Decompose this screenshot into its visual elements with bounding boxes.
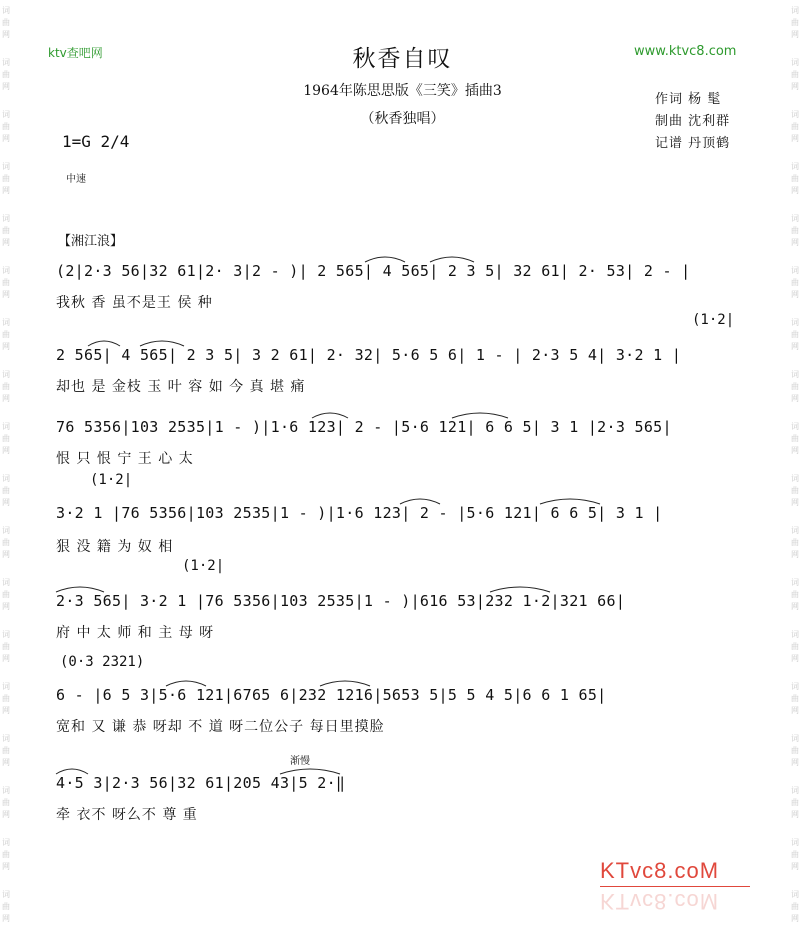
slur (320, 681, 370, 686)
watermark-char: 网 (791, 550, 799, 559)
watermark-char: 网 (2, 498, 10, 507)
watermark-char: 网 (2, 654, 10, 663)
slur (540, 499, 600, 504)
key-signature: 1=G 2/4 (62, 132, 130, 151)
watermark-char: 网 (791, 134, 799, 143)
watermark-char: 网 (2, 238, 10, 247)
lyrics-line-2: 却也 是 金枝 玉 叶 容 如 今 真 堪 痛 (56, 379, 306, 395)
watermark-char: 词 (791, 734, 799, 743)
watermark-char: 网 (791, 30, 799, 39)
watermark-char: 词 (791, 318, 799, 327)
watermark-char: 词 (791, 214, 799, 223)
watermark-char: 网 (791, 862, 799, 871)
watermark-char: 词 (791, 422, 799, 431)
logo-text: KTvc8.coM (600, 858, 720, 883)
watermark-char: 网 (2, 394, 10, 403)
logo-reflection: KTvc8.coM (600, 889, 720, 914)
song-subtitle: 1964年陈思思版《三笑》插曲3 (303, 83, 502, 99)
watermark-char: 网 (791, 446, 799, 455)
watermark-char: 网 (791, 654, 799, 663)
watermark-char: 曲 (2, 486, 10, 495)
watermark-char: 词 (791, 630, 799, 639)
watermark-char: 词 (2, 474, 10, 483)
slur (56, 769, 88, 774)
watermark-char: 曲 (791, 226, 799, 235)
watermark-char: 词 (2, 422, 10, 431)
watermark-char: 网 (791, 602, 799, 611)
section-label: 【湘江浪】 (58, 234, 124, 249)
notation-line-5: 2·3 565| 3·2 1 |76 5356|103 2535|1 - )|616 53|232 1·2|321 66| (56, 592, 626, 610)
watermark-char: 词 (2, 682, 10, 691)
singer-note: （秋香独唱） (360, 111, 445, 127)
watermark-char: 网 (2, 186, 10, 195)
watermark-char: 网 (791, 706, 799, 715)
intro-mark-2: (1·2| (692, 312, 735, 328)
watermark-char: 词 (791, 890, 799, 899)
lyrics-line-6: 宽和 又 谦 恭 呀却 不 道 呀二位公子 每日里摸脸 (56, 719, 385, 735)
watermark-char: 词 (2, 110, 10, 119)
watermark-char: 曲 (791, 746, 799, 755)
notation-line-2: 2 565| 4 565| 2 3 5| 3 2 61| 2· 32| 5·6 5 6| 1 - | 2·3 5 4| 3·2 1 | (56, 346, 682, 364)
watermark-char: 网 (791, 290, 799, 299)
watermark-char: 词 (2, 786, 10, 795)
watermark-char: 曲 (791, 434, 799, 443)
watermark-char: 曲 (2, 122, 10, 131)
watermark-char: 词 (2, 6, 10, 15)
watermark-char: 曲 (791, 798, 799, 807)
watermark-char: 词 (791, 526, 799, 535)
watermark-char: 曲 (2, 70, 10, 79)
slur (280, 769, 340, 774)
lyrics-line-1: 我秋 香 虽不是王 侯 种 (56, 295, 213, 311)
watermark-char: 曲 (2, 746, 10, 755)
watermark-char: 网 (2, 550, 10, 559)
slur (166, 681, 206, 686)
watermark-char: 词 (2, 318, 10, 327)
slur (140, 341, 184, 346)
watermark-char: 网 (2, 446, 10, 455)
watermark-char: 曲 (2, 590, 10, 599)
watermark-char: 网 (791, 394, 799, 403)
watermark-char: 曲 (791, 70, 799, 79)
lyrics-line-7: 牵 衣不 呀么不 尊 重 (56, 807, 198, 823)
watermark-char: 词 (2, 526, 10, 535)
slur (490, 587, 550, 592)
tempo-marking: 中速 (66, 174, 86, 185)
intro-mark-6: (0·3 2321) (60, 654, 145, 670)
watermark-char: 词 (791, 110, 799, 119)
watermark-char: 词 (2, 162, 10, 171)
watermark-char: 网 (2, 342, 10, 351)
watermark-char: 词 (2, 58, 10, 67)
watermark-char: 词 (791, 682, 799, 691)
watermark-char: 词 (791, 474, 799, 483)
slur (430, 257, 474, 262)
watermark-char: 曲 (2, 850, 10, 859)
slur (88, 341, 120, 346)
slur (312, 413, 348, 418)
watermark-char: 网 (2, 706, 10, 715)
watermark-char: 曲 (791, 902, 799, 911)
watermark-char: 词 (791, 370, 799, 379)
watermark-char: 网 (2, 602, 10, 611)
logo-underline (600, 886, 750, 887)
watermark-char: 曲 (791, 174, 799, 183)
watermark-char: 曲 (2, 382, 10, 391)
watermark-char: 曲 (791, 278, 799, 287)
ktvc8-logo (600, 858, 760, 928)
watermark-char: 曲 (791, 486, 799, 495)
watermark-char: 词 (2, 578, 10, 587)
site-url-right[interactable]: www.ktvc8.com (634, 44, 737, 59)
watermark-char: 曲 (2, 18, 10, 27)
watermark-char: 词 (791, 162, 799, 171)
slur (452, 413, 508, 418)
notation-line-6: 6 - |6 5 3|5·6 121|6765 6|232 1216|5653 5|5 5 4 5|6 6 1 65| (56, 686, 607, 704)
slur (56, 587, 104, 592)
watermark-char: 曲 (2, 174, 10, 183)
lyrics-line-3: 恨 只 恨 宁 王 心 太 (56, 451, 194, 467)
watermark-char: 网 (2, 914, 10, 923)
notation-line-1: (2|2·3 56|32 61|2· 3|2 - )| 2 565| 4 565| 2 3 5| 32 61| 2· 53| 2 - | (56, 262, 691, 280)
watermark-char: 词 (2, 734, 10, 743)
watermark-char: 曲 (2, 902, 10, 911)
watermark-char: 词 (2, 214, 10, 223)
slur (365, 257, 405, 262)
watermark-char: 曲 (2, 798, 10, 807)
watermark-char: 网 (791, 238, 799, 247)
watermark-char: 曲 (791, 330, 799, 339)
watermark-char: 曲 (2, 226, 10, 235)
watermark-char: 词 (2, 630, 10, 639)
watermark-char: 网 (791, 810, 799, 819)
watermark-char: 网 (2, 758, 10, 767)
watermark-char: 网 (791, 758, 799, 767)
watermark-char: 曲 (791, 18, 799, 27)
watermark-char: 曲 (2, 330, 10, 339)
intro-mark-5: (1·2| (182, 558, 225, 574)
watermark-char: 词 (2, 266, 10, 275)
watermark-char: 曲 (791, 590, 799, 599)
credit-music: 制曲 沈利群 (655, 114, 731, 129)
watermark-char: 曲 (791, 694, 799, 703)
slur (400, 499, 440, 504)
watermark-char: 网 (2, 30, 10, 39)
watermark-char: 曲 (2, 434, 10, 443)
watermark-char: 词 (791, 6, 799, 15)
watermark-char: 网 (791, 82, 799, 91)
watermark-char: 词 (2, 370, 10, 379)
watermark-char: 词 (791, 578, 799, 587)
song-title: 秋香自叹 (352, 46, 453, 72)
watermark-char: 网 (791, 186, 799, 195)
intro-mark-4: (1·2| (90, 472, 133, 488)
notation-line-4: 3·2 1 |76 5356|103 2535|1 - )|1·6 123| 2 - |5·6 121| 6 6 5| 3 1 | (56, 504, 663, 522)
credit-score: 记谱 丹顶鹤 (655, 136, 731, 151)
watermark-char: 网 (791, 342, 799, 351)
watermark-char: 曲 (791, 382, 799, 391)
notation-line-7: 4·5 3|2·3 56|32 61|205 43|5 2·‖ (56, 774, 346, 792)
watermark-char: 曲 (2, 642, 10, 651)
lyrics-line-4: 狠 没 籍 为 奴 相 (56, 539, 174, 555)
watermark-char: 曲 (2, 278, 10, 287)
credit-lyrics: 作词 杨 髦 (655, 92, 722, 107)
watermark-char: 网 (2, 290, 10, 299)
watermark-char: 网 (2, 810, 10, 819)
watermark-char: 曲 (791, 642, 799, 651)
watermark-char: 词 (791, 786, 799, 795)
watermark-char: 词 (2, 890, 10, 899)
tempo-rit-mark: 渐慢 (290, 756, 310, 767)
watermark-char: 词 (791, 838, 799, 847)
watermark-char: 词 (791, 58, 799, 67)
watermark-char: 词 (791, 266, 799, 275)
watermark-char: 网 (2, 862, 10, 871)
watermark-char: 网 (2, 82, 10, 91)
watermark-char: 曲 (791, 538, 799, 547)
watermark-char: 曲 (2, 538, 10, 547)
watermark-char: 曲 (2, 694, 10, 703)
site-name-left[interactable]: ktv查吧网 (48, 46, 103, 60)
watermark-char: 网 (2, 134, 10, 143)
watermark-char: 网 (791, 498, 799, 507)
watermark-char: 曲 (791, 850, 799, 859)
lyrics-line-5: 府 中 太 师 和 主 母 呀 (56, 625, 215, 641)
watermark-char: 词 (2, 838, 10, 847)
notation-line-3: 76 5356|103 2535|1 - )|1·6 123| 2 - |5·6 121| 6 6 5| 3 1 |2·3 565| (56, 418, 672, 436)
watermark-char: 网 (791, 914, 799, 923)
watermark-char: 曲 (791, 122, 799, 131)
